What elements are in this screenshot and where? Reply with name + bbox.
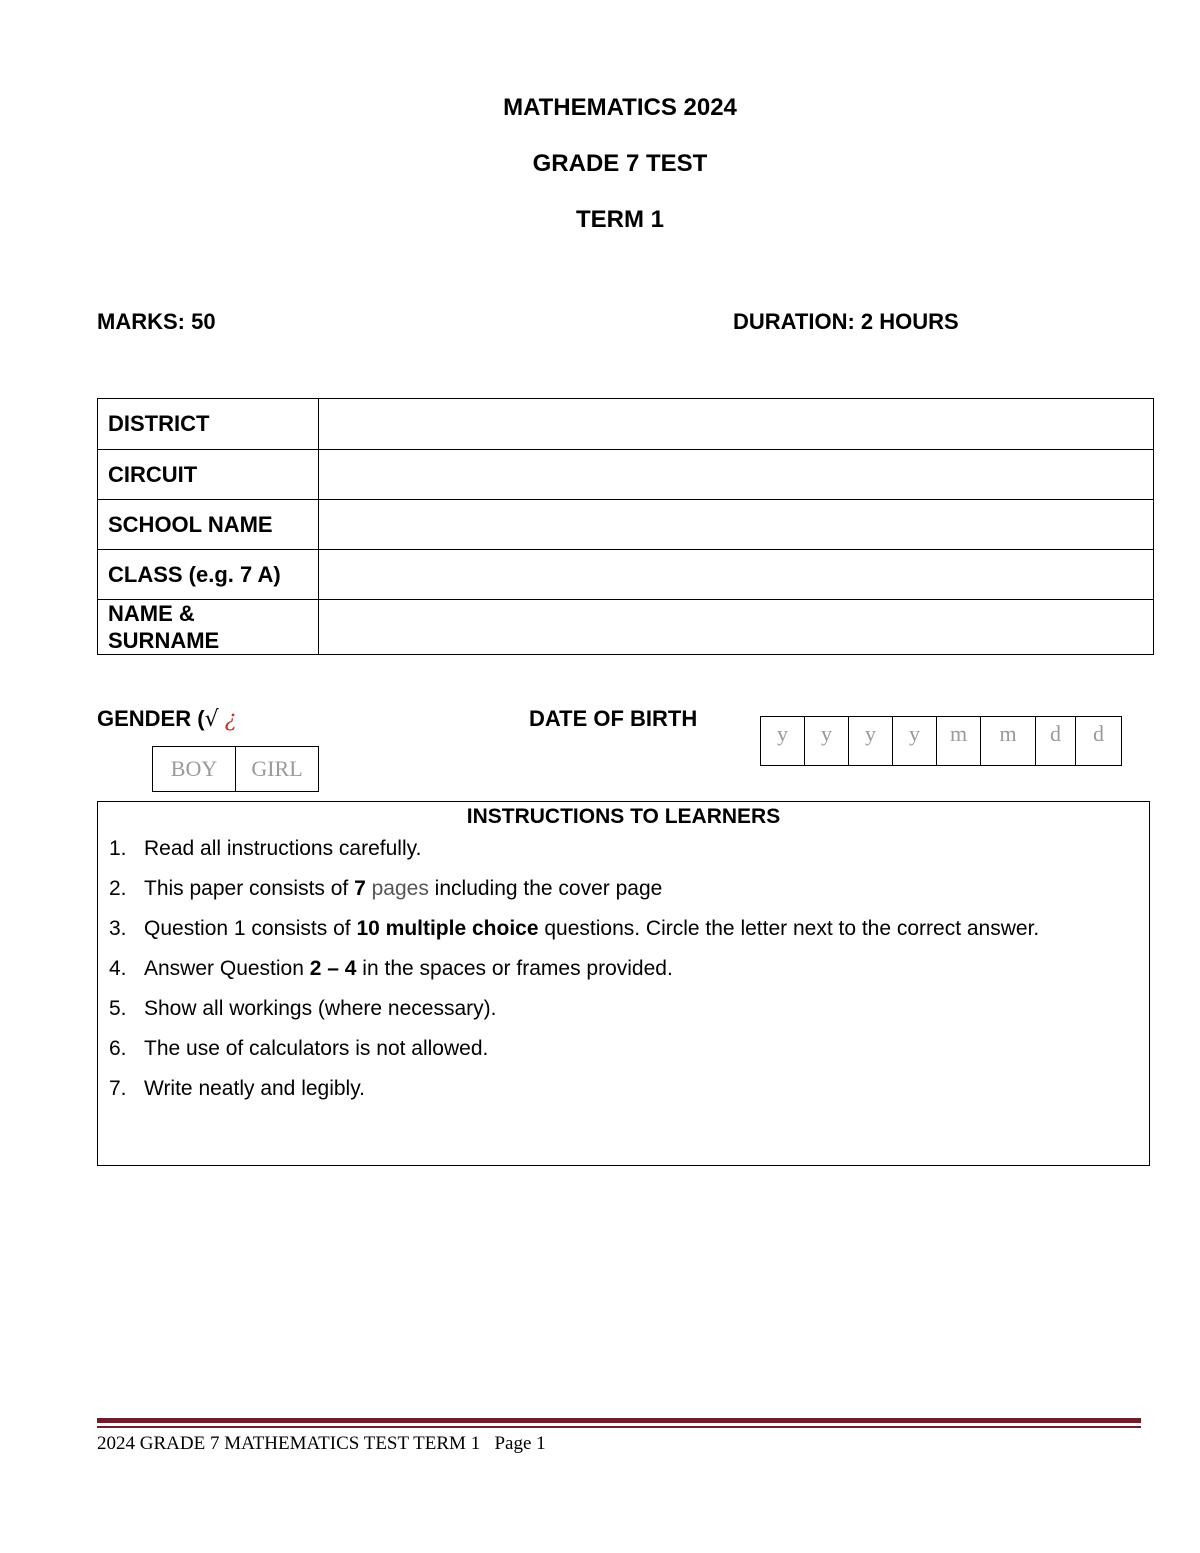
instruction-number: 7. (109, 1077, 127, 1100)
instruction-number: 5. (109, 997, 127, 1020)
table-row (98, 550, 1154, 600)
name-surname-label: NAME & SURNAME (98, 600, 319, 655)
gender-label (97, 706, 237, 732)
instruction-item (98, 869, 1149, 909)
circuit-label: CIRCUIT (98, 450, 319, 500)
table-row (98, 600, 1154, 655)
instruction-text: The use of calculators is not allowed. (144, 1037, 489, 1060)
instruction-number: 4. (109, 957, 127, 980)
instruction-emphasis: 2 – 4 (309, 957, 357, 980)
document-title: MATHEMATICS 2024 (503, 94, 737, 121)
dob-year-digit[interactable]: y (761, 717, 805, 766)
duration-label: DURATION: 2 HOURS (733, 309, 959, 334)
instruction-text: This paper consists of (144, 877, 355, 900)
instruction-number: 1. (109, 837, 127, 860)
gender-option-boy[interactable]: BOY (153, 747, 236, 792)
date-of-birth-label: DATE OF BIRTH (529, 706, 698, 731)
class-field[interactable] (319, 550, 1154, 600)
page-footer (97, 1433, 546, 1455)
gender-label-text: GENDER ( (97, 706, 205, 731)
instruction-item (98, 989, 1149, 1029)
instruction-text: Question 1 consists of (144, 917, 357, 940)
footer-text: 2024 GRADE 7 MATHEMATICS TEST TERM 1 (97, 1433, 481, 1454)
district-label: DISTRICT (98, 399, 319, 450)
instruction-item (98, 829, 1149, 869)
instruction-item (98, 1069, 1149, 1109)
instruction-item (98, 909, 1149, 949)
gender-boxes (152, 746, 319, 792)
instruction-emphasis: 7 (354, 877, 366, 900)
instruction-number: 3. (109, 917, 127, 940)
instruction-text: questions. Circle the letter next to the correct answer. (538, 917, 1040, 940)
instruction-text: including the cover page (428, 877, 663, 900)
dob-month-digit[interactable]: m (937, 717, 981, 766)
table-row (98, 399, 1154, 450)
district-field[interactable] (319, 399, 1154, 450)
instruction-text: Show all workings (where necessary). (144, 997, 497, 1020)
footer-rule-thick (97, 1418, 1141, 1423)
grade-heading: GRADE 7 TEST (532, 150, 708, 177)
footer-rule-thin (97, 1426, 1141, 1428)
tick-mark: √ (204, 707, 219, 732)
instruction-text: Write neatly and legibly. (144, 1077, 366, 1100)
instruction-text: Read all instructions carefully. (144, 837, 422, 860)
learner-info-table (97, 398, 1154, 655)
marks-label: MARKS: 50 (97, 309, 216, 334)
dob-day-digit[interactable]: d (1036, 717, 1076, 766)
table-row (98, 450, 1154, 500)
class-label: CLASS (e.g. 7 A) (98, 550, 319, 600)
table-row (98, 500, 1154, 550)
instruction-text: pages (365, 877, 429, 900)
dob-year-digit[interactable]: y (893, 717, 937, 766)
instructions-title: INSTRUCTIONS TO LEARNERS (466, 805, 781, 828)
instruction-text: Answer Question (144, 957, 310, 980)
dob-month-digit[interactable]: m (981, 717, 1036, 766)
circuit-field[interactable] (319, 450, 1154, 500)
instructions-box (97, 801, 1150, 1166)
broken-glyph: ¿ (224, 707, 237, 732)
date-of-birth-boxes (760, 716, 1122, 766)
page-number: Page 1 (494, 1433, 546, 1454)
instruction-item (98, 949, 1149, 989)
instruction-text: in the spaces or frames provided. (356, 957, 673, 980)
term-heading: TERM 1 (575, 206, 664, 233)
dob-year-digit[interactable]: y (805, 717, 849, 766)
school-name-label: SCHOOL NAME (98, 500, 319, 550)
instruction-item (98, 1029, 1149, 1069)
instruction-number: 6. (109, 1037, 127, 1060)
gender-option-girl[interactable]: GIRL (236, 747, 319, 792)
school-name-field[interactable] (319, 500, 1154, 550)
instruction-emphasis: 10 multiple choice (356, 917, 539, 940)
dob-year-digit[interactable]: y (849, 717, 893, 766)
name-surname-field[interactable] (319, 600, 1154, 655)
instructions-list (98, 829, 1149, 1109)
instruction-number: 2. (109, 877, 127, 900)
dob-day-digit[interactable]: d (1076, 717, 1122, 766)
